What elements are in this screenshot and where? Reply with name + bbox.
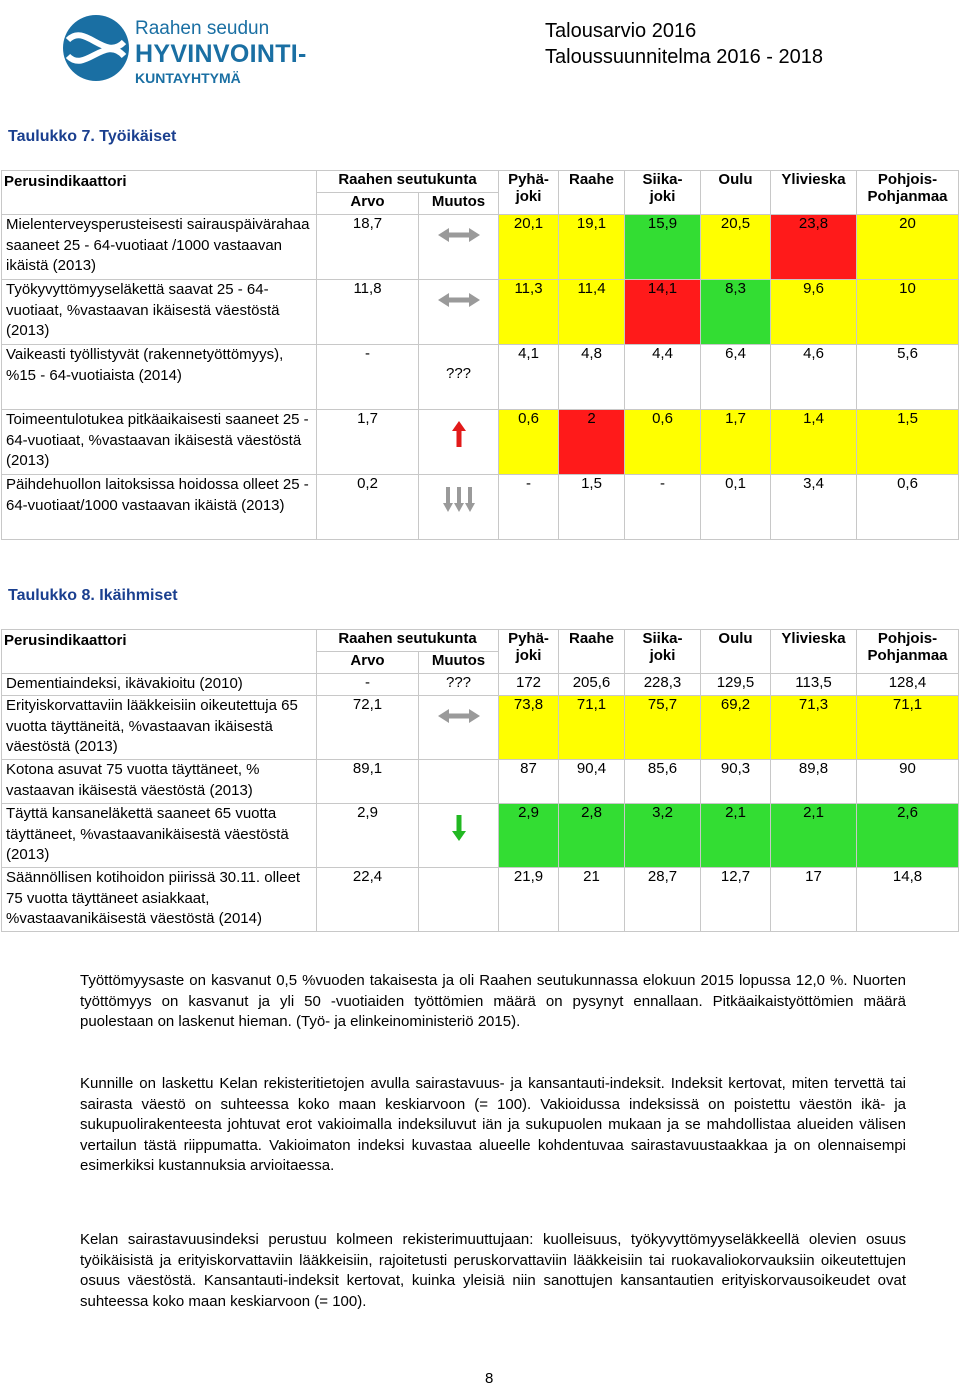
pyhajoki-value: 87 <box>499 760 559 804</box>
oulu-header: Oulu <box>701 171 771 215</box>
logo-text-line2: HYVINVOINTI- <box>135 40 307 68</box>
arvo-header: Arvo <box>317 193 419 215</box>
indicator-label: Kotona asuvat 75 vuotta täyttäneet, % vastaavan ikäisestä väestöstä (2013) <box>2 760 317 804</box>
muutos-cell <box>419 280 499 345</box>
logo-text-line1: Raahen seudun <box>135 18 270 39</box>
ylivieska-header: Ylivieska <box>771 171 857 215</box>
ylivieska-value: 2,1 <box>771 804 857 868</box>
pohjois-pohjanmaa-value: 20 <box>857 215 959 280</box>
ylivieska-value: 1,4 <box>771 410 857 475</box>
ylivieska-value: 9,6 <box>771 280 857 345</box>
oulu-value: 2,1 <box>701 804 771 868</box>
pyhajoki-value: 73,8 <box>499 696 559 760</box>
indicator-header: Perusindikaattori <box>2 630 317 674</box>
muutos-cell <box>419 696 499 760</box>
indicator-label: Työkyvyttömyyseläkettä saavat 25 - 64-vuotiaat, %vastaavan ikäisestä väestöstä (2013) <box>2 280 317 345</box>
pyhajoki-value: 0,6 <box>499 410 559 475</box>
siikajoki-value: - <box>625 475 701 540</box>
table-row <box>2 475 959 540</box>
oulu-value: 0,1 <box>701 475 771 540</box>
siikajoki-header: Siika- joki <box>625 171 701 215</box>
logo-text-line3: KUNTAYHTYMÄ <box>135 70 241 86</box>
table-row <box>2 674 959 696</box>
ylivieska-value: 113,5 <box>771 674 857 696</box>
oulu-value: 1,7 <box>701 410 771 475</box>
table-row <box>2 345 959 410</box>
ylivieska-value: 4,6 <box>771 345 857 410</box>
raahe-value: 11,4 <box>559 280 625 345</box>
indicator-label: Dementiaindeksi, ikävakioitu (2010) <box>2 674 317 696</box>
knot-logo-icon <box>60 12 132 84</box>
table-row <box>2 804 959 868</box>
oulu-value: 90,3 <box>701 760 771 804</box>
raahe-value: 1,5 <box>559 475 625 540</box>
muutos-value <box>419 868 499 932</box>
pohjois-pohjanmaa-value: 1,5 <box>857 410 959 475</box>
siikajoki-value: 15,9 <box>625 215 701 280</box>
muutos-value <box>419 760 499 804</box>
unchanged-arrow-icon <box>436 706 482 726</box>
pyhajoki-value: 20,1 <box>499 215 559 280</box>
table8-caption: Taulukko 8. Ikäihmiset <box>8 587 178 604</box>
siikajoki-value: 228,3 <box>625 674 701 696</box>
pyhajoki-value: 2,9 <box>499 804 559 868</box>
indicator-label: Erityiskorvattaviin lääkkeisiin oikeutettuja 65 vuotta täyttäneitä, %vastaavan ikäisestä väestöstä (2013) <box>2 696 317 760</box>
pohjois-pohjanmaa-value: 128,4 <box>857 674 959 696</box>
raahe-value: 90,4 <box>559 760 625 804</box>
pyhajoki-header: Pyhä- joki <box>499 171 559 215</box>
oulu-value: 69,2 <box>701 696 771 760</box>
page-number: 8 <box>485 1370 494 1387</box>
pohjois-pohjanmaa-value: 10 <box>857 280 959 345</box>
indicator-label: Täyttä kansaneläkettä saaneet 65 vuotta täyttäneet, %vastaavanikäisestä väestöstä (2013) <box>2 804 317 868</box>
pohjois-pohjanmaa-header: Pohjois- Pohjanmaa <box>857 630 959 674</box>
muutos-cell <box>419 804 499 868</box>
document-header <box>545 18 823 70</box>
siikajoki-value: 4,4 <box>625 345 701 410</box>
siikajoki-value: 75,7 <box>625 696 701 760</box>
oulu-value: 6,4 <box>701 345 771 410</box>
ylivieska-value: 3,4 <box>771 475 857 540</box>
arvo-value: - <box>317 345 419 410</box>
table-row <box>2 760 959 804</box>
raahe-header: Raahe <box>559 171 625 215</box>
down-arrow-icon <box>451 814 467 842</box>
arvo-value: 1,7 <box>317 410 419 475</box>
raahe-value: 4,8 <box>559 345 625 410</box>
table8 <box>1 629 959 932</box>
indicator-label: Säännöllisen kotihoidon piirissä 30.11. olleet 75 vuotta täyttäneet asiakkaat, %vastaavanikäisestä väestöstä (2014) <box>2 868 317 932</box>
ylivieska-value: 17 <box>771 868 857 932</box>
raahe-value: 19,1 <box>559 215 625 280</box>
paragraph-unemployment: Työttömyysaste on kasvanut 0,5 %vuoden takaisesta ja oli Raahen seutukunnassa elokuun 2015 lopussa 12,0 %. Nuorten työttömyys on kasvanut ja yli 50 -vuotiaiden työttömien määrä on pysynyt ennallaan. Pitkäaikaistyöttömien määrä puolestaan on laskenut hieman. (Työ- ja elinkeinoministeriö 2015). <box>80 972 906 1030</box>
arvo-value: 2,9 <box>317 804 419 868</box>
unchanged-arrow-icon <box>436 290 482 310</box>
doc-title-budget: Talousarvio 2016 <box>545 20 697 42</box>
unchanged-arrow-icon <box>436 225 482 245</box>
raahe-value: 2 <box>559 410 625 475</box>
up-arrow-icon <box>451 420 467 448</box>
siikajoki-value: 28,7 <box>625 868 701 932</box>
pohjois-pohjanmaa-header: Pohjois- Pohjanmaa <box>857 171 959 215</box>
muutos-value: ??? <box>419 345 499 410</box>
oulu-value: 20,5 <box>701 215 771 280</box>
oulu-value: 12,7 <box>701 868 771 932</box>
table-row <box>2 215 959 280</box>
ylivieska-value: 71,3 <box>771 696 857 760</box>
arvo-value: 89,1 <box>317 760 419 804</box>
pohjois-pohjanmaa-value: 90 <box>857 760 959 804</box>
pyhajoki-header: Pyhä- joki <box>499 630 559 674</box>
doc-title-plan: Taloussuunnitelma 2016 - 2018 <box>545 46 823 68</box>
pyhajoki-value: 4,1 <box>499 345 559 410</box>
indicator-label: Mielenterveysperusteisesti sairauspäivärahaa saaneet 25 - 64-vuotiaat /1000 vastaavan ikäistä (2013) <box>2 215 317 280</box>
muutos-cell <box>419 475 499 540</box>
indicator-label: Vaikeasti työllistyvät (rakennetyöttömyys), %15 - 64-vuotiaista (2014) <box>2 345 317 410</box>
indicator-label: Päihdehuollon laitoksissa hoidossa olleet 25 - 64-vuotiaat/1000 vastaavan ikäistä (2013) <box>2 475 317 540</box>
raahe-header: Raahe <box>559 630 625 674</box>
organization-logo <box>60 8 330 88</box>
oulu-value: 8,3 <box>701 280 771 345</box>
ylivieska-value: 89,8 <box>771 760 857 804</box>
table-row <box>2 868 959 932</box>
oulu-value: 129,5 <box>701 674 771 696</box>
table-row <box>2 410 959 475</box>
muutos-value: ??? <box>419 674 499 696</box>
siikajoki-header: Siika- joki <box>625 630 701 674</box>
raahe-value: 71,1 <box>559 696 625 760</box>
ylivieska-value: 23,8 <box>771 215 857 280</box>
region-header: Raahen seutukunta <box>317 630 499 652</box>
paragraph-kela-index: Kelan sairastavuusindeksi perustuu kolmeen rekisterimuuttujaan: kuolleisuus, työkyvyttömyyseläkkeellä olevien osuus työikäisistä ja erityiskorvattaviin lääkkeisiin, rajoitetusti peruskorvattaviin lääkkeisiin tai ruokavaliokorvauksiin oikeutettujen osuus väestöstä. Kansantauti-indeksit kertovat, kuinka yleisiä niin sanottujen kansantautien erityiskorvausoikeudet ovat suhteessa koko maan keskiarvoon (= 100). <box>80 1231 906 1310</box>
arvo-header: Arvo <box>317 652 419 674</box>
siikajoki-value: 14,1 <box>625 280 701 345</box>
arvo-value: - <box>317 674 419 696</box>
arvo-value: 72,1 <box>317 696 419 760</box>
arvo-value: 22,4 <box>317 868 419 932</box>
muutos-cell <box>419 215 499 280</box>
muutos-header: Muutos <box>419 193 499 215</box>
siikajoki-value: 85,6 <box>625 760 701 804</box>
pyhajoki-value: - <box>499 475 559 540</box>
indicator-label: Toimeentulotukea pitkäaikaisesti saaneet 25 - 64-vuotiaat, %vastaavan ikäisestä väestöstä (2013) <box>2 410 317 475</box>
raahe-value: 21 <box>559 868 625 932</box>
pohjois-pohjanmaa-value: 2,6 <box>857 804 959 868</box>
siikajoki-value: 3,2 <box>625 804 701 868</box>
pyhajoki-value: 172 <box>499 674 559 696</box>
arvo-value: 18,7 <box>317 215 419 280</box>
ylivieska-header: Ylivieska <box>771 630 857 674</box>
region-header: Raahen seutukunta <box>317 171 499 193</box>
siikajoki-value: 0,6 <box>625 410 701 475</box>
arvo-value: 0,2 <box>317 475 419 540</box>
paragraph-morbidity-indices: Kunnille on laskettu Kelan rekisteritietojen avulla sairastavuus- ja kansantauti-indeksit. Indeksit kertovat, miten tervettä tai sairasta väestö on suhteessa koko maan keskiarvoon (= 100). Vakioidussa indeksissä on poistettu väestön ikä- ja sukupuolirakenteesta johtuvat erot vakioimalla indeksiluvut iän ja sukupuolen mukaan ja se mahdollistaa alueiden välisen vertailun tästä riippumatta. Vakioimaton indeksi kuvastaa alueelle kohdentuvaa sairastavuustaakkaa ja on olennaisempi esimerkiksi kustannuksia arvioitaessa. <box>80 1075 906 1174</box>
pohjois-pohjanmaa-value: 0,6 <box>857 475 959 540</box>
table7 <box>1 170 959 540</box>
raahe-value: 2,8 <box>559 804 625 868</box>
muutos-cell <box>419 410 499 475</box>
table7-caption: Taulukko 7. Työikäiset <box>8 128 177 145</box>
pyhajoki-value: 21,9 <box>499 868 559 932</box>
arvo-value: 11,8 <box>317 280 419 345</box>
pyhajoki-value: 11,3 <box>499 280 559 345</box>
table-row <box>2 280 959 345</box>
muutos-header: Muutos <box>419 652 499 674</box>
raahe-value: 205,6 <box>559 674 625 696</box>
pohjois-pohjanmaa-value: 5,6 <box>857 345 959 410</box>
pohjois-pohjanmaa-value: 71,1 <box>857 696 959 760</box>
table-row <box>2 696 959 760</box>
indicator-header: Perusindikaattori <box>2 171 317 215</box>
triple-down-arrow-icon <box>441 485 477 513</box>
pohjois-pohjanmaa-value: 14,8 <box>857 868 959 932</box>
oulu-header: Oulu <box>701 630 771 674</box>
